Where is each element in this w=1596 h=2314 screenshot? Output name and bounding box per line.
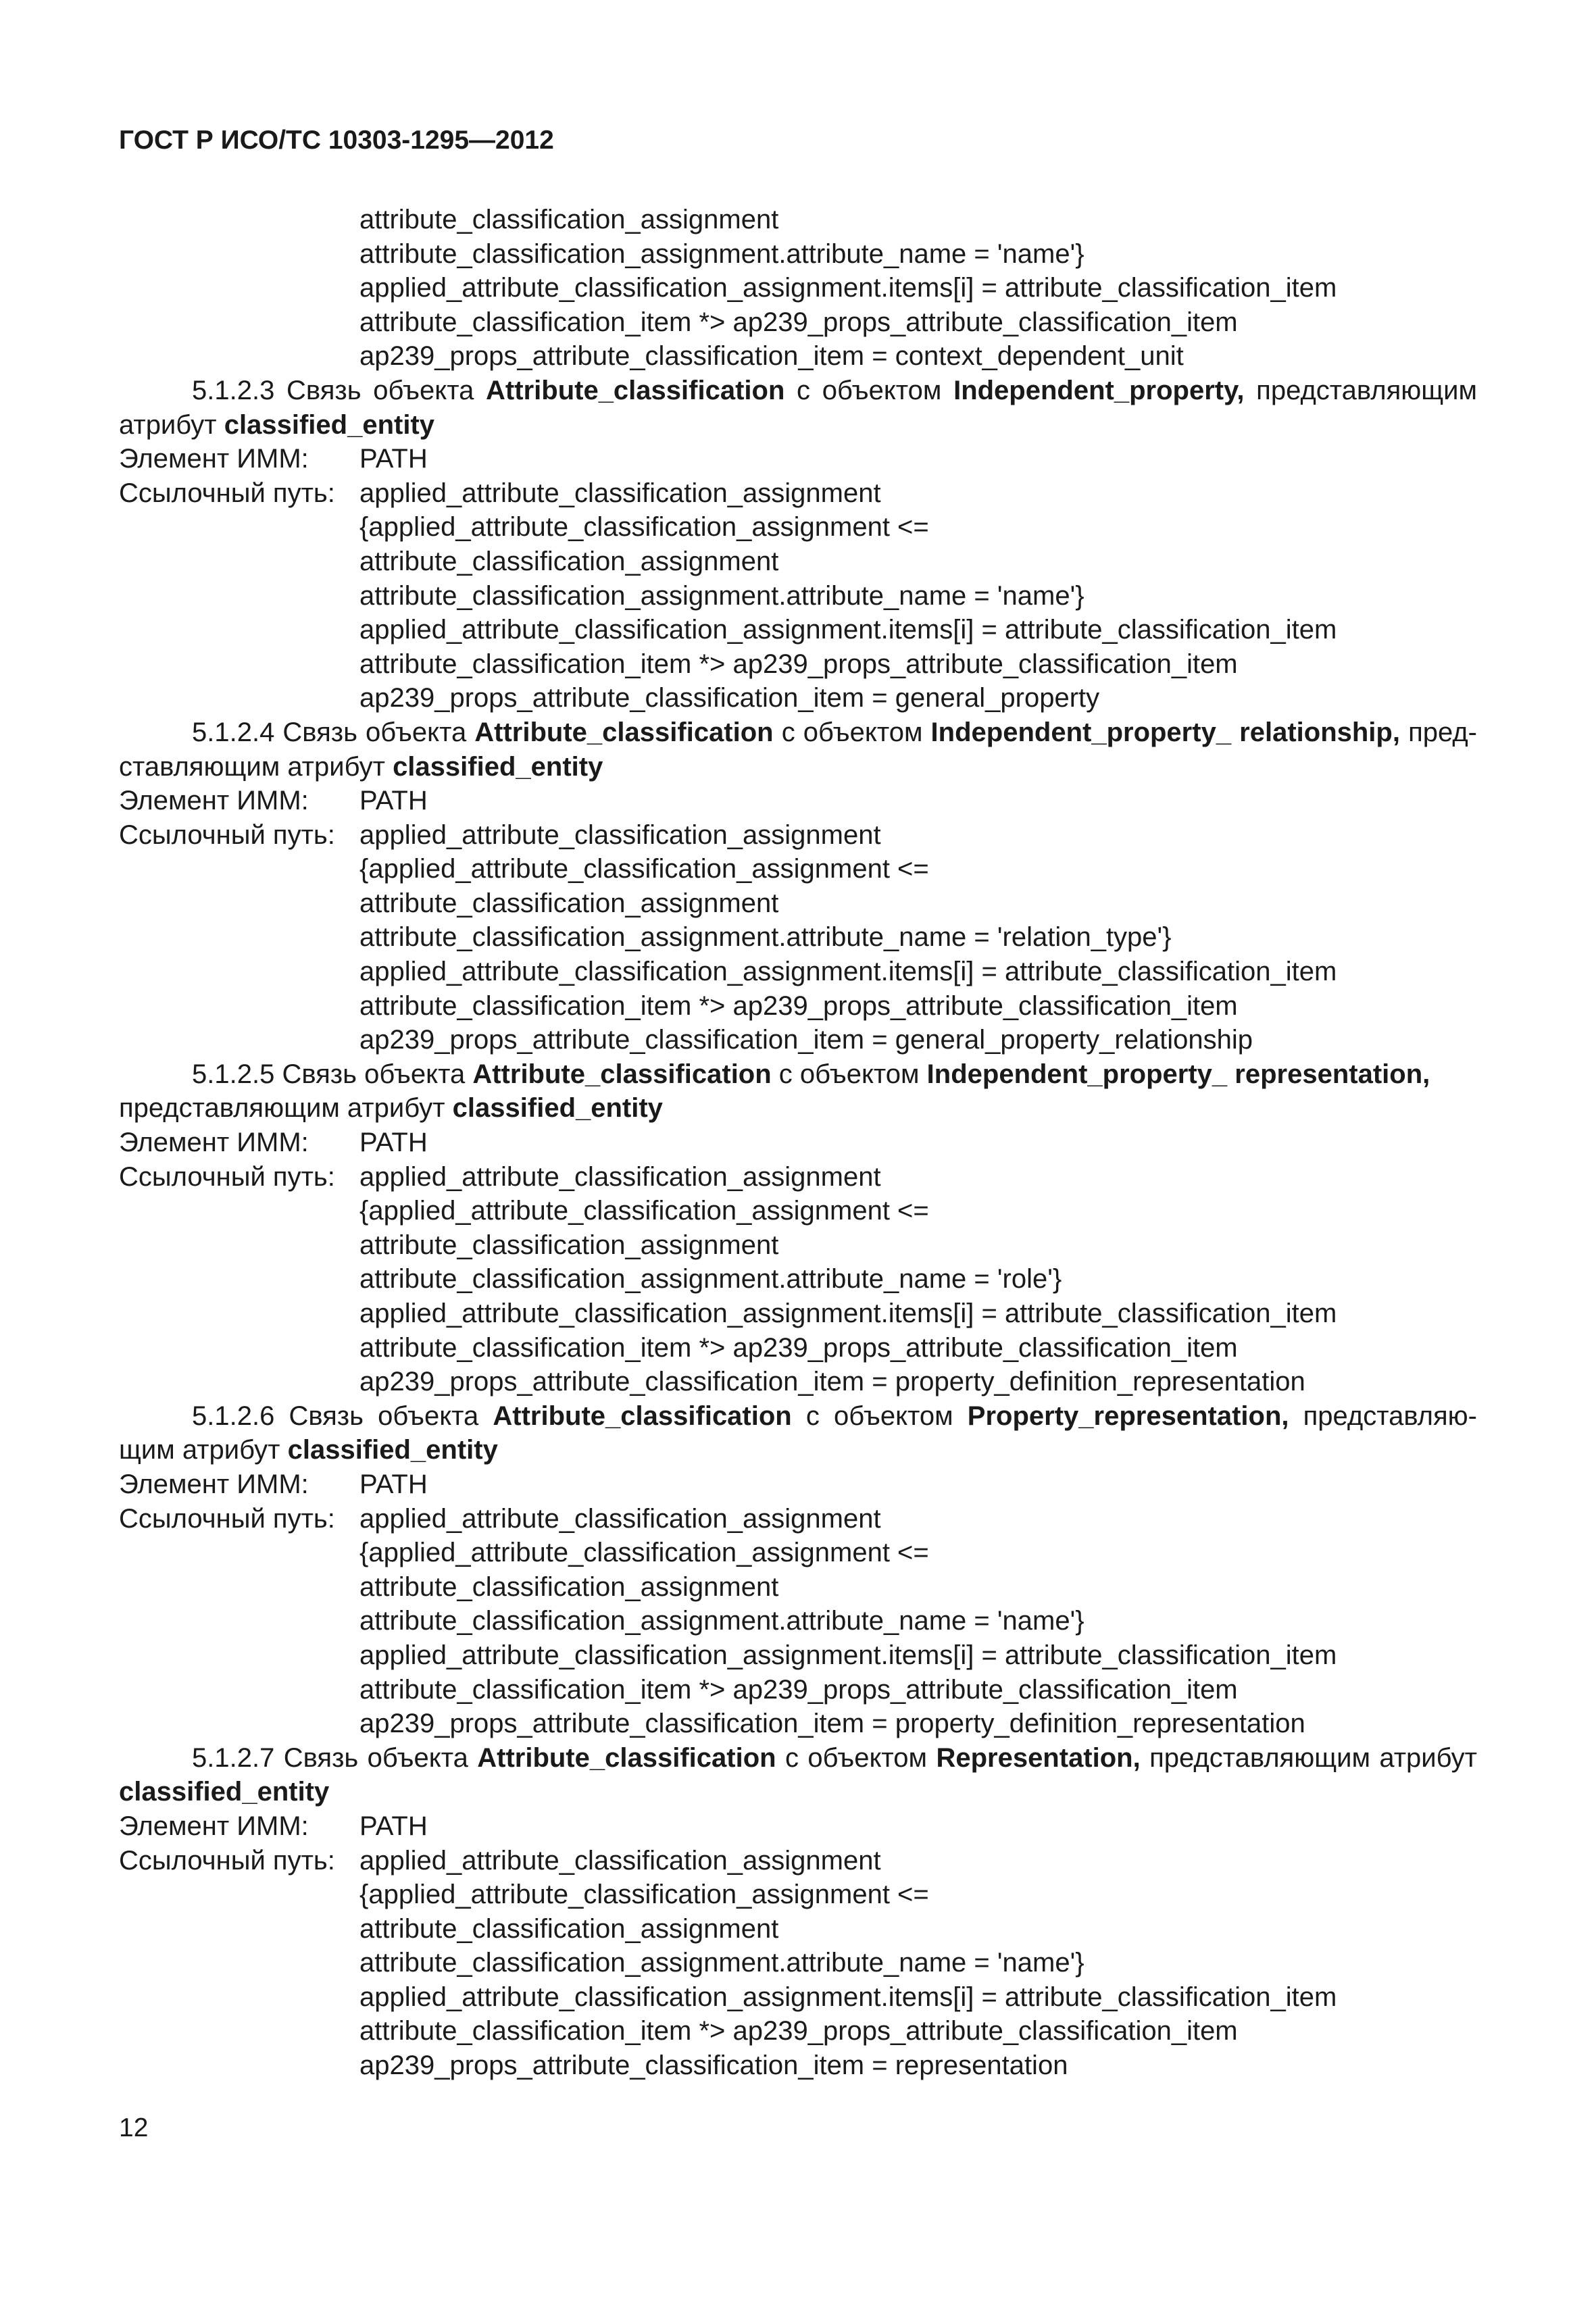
heading-tail: представляющим атрибут: [1140, 1742, 1477, 1773]
section-number-text: 5.1.2.4 Связь объекта: [192, 717, 475, 747]
path-line: attribute_classification_assignment: [359, 888, 779, 918]
heading-connector: с объектом: [791, 1401, 968, 1431]
section-5-1-2-3: [119, 374, 1477, 715]
element-value: PATH: [359, 1469, 428, 1499]
path-line: applied_attribute_classification_assignment: [359, 1845, 881, 1876]
target-entity-name: Independent_property_ representation,: [926, 1059, 1430, 1089]
heading-connector: с объектом: [776, 1742, 937, 1773]
path-line: attribute_classification_item *> ap239_props_attribute_classification_item: [359, 2016, 1238, 2046]
path-line: attribute_classification_item *> ap239_props_attribute_classification_item: [359, 307, 1238, 337]
path-line: attribute_classification_item *> ap239_props_attribute_classification_item: [359, 1332, 1238, 1363]
reference-path-label: Ссылочный путь:: [119, 478, 335, 508]
entity-name: Attribute_classification: [472, 1059, 772, 1089]
section-5-1-2-5: [119, 1057, 1477, 1399]
path-line: attribute_classification_assignment: [359, 1571, 779, 1602]
element-label: Элемент ИММ:: [119, 444, 309, 474]
element-label: Элемент ИММ:: [119, 786, 309, 816]
path-line: attribute_classification_assignment: [359, 546, 779, 576]
heading-connector: с объектом: [773, 717, 931, 747]
section-5-1-2-4: [119, 715, 1477, 1057]
element-row: [119, 784, 1477, 818]
reference-path-row: [119, 1844, 1477, 1878]
element-value: PATH: [359, 1811, 428, 1841]
path-line: applied_attribute_classification_assignment: [359, 478, 881, 508]
path-line: {applied_attribute_classification_assignment <=: [359, 512, 929, 543]
path-line: attribute_classification_assignment.attribute_name = 'relation_type'}: [359, 922, 1172, 953]
path-line: attribute_classification_assignment.attribute_name = 'name'}: [359, 1948, 1084, 1978]
section-number-text: 5.1.2.6 Связь объекта: [192, 1401, 493, 1431]
element-label: Элемент ИММ:: [119, 1811, 309, 1841]
path-line: ap239_props_attribute_classification_item = property_definition_representation: [359, 1367, 1305, 1397]
target-entity-name: Independent_property_ relationship,: [930, 717, 1400, 747]
section-number-text: 5.1.2.5 Связь объекта: [192, 1059, 473, 1089]
entity-name: Attribute_classification: [486, 375, 785, 405]
path-line: applied_attribute_classification_assignment: [359, 1503, 881, 1534]
path-line: attribute_classification_assignment.attribute_name = 'name'}: [359, 580, 1084, 611]
section-heading-continuation: [119, 408, 1477, 443]
reference-path-row: [119, 476, 1477, 511]
path-line: applied_attribute_classification_assignment: [359, 820, 881, 850]
path-line: applied_attribute_classification_assignment.items[i] = attribute_classification_item: [359, 1299, 1337, 1328]
path-line: attribute_classification_assignment.attribute_name = 'name'}: [359, 238, 1084, 269]
entity-name: Attribute_classification: [474, 717, 774, 747]
element-label: Элемент ИММ:: [119, 1469, 309, 1499]
heading-continuation-text: атрибут: [119, 409, 224, 440]
entity-name: Attribute_classification: [477, 1742, 776, 1773]
path-line: {applied_attribute_classification_assignment <=: [359, 854, 929, 884]
path-line: attribute_classification_assignment: [359, 205, 779, 234]
section-heading-line: [119, 1399, 1477, 1434]
heading-connector: с объектом: [771, 1059, 927, 1089]
element-value: PATH: [359, 786, 428, 816]
path-line: applied_attribute_classification_assignment.items[i] = attribute_classification_item: [359, 615, 1337, 645]
heading-tail: пред-: [1399, 717, 1477, 747]
heading-tail: представляю-: [1289, 1401, 1478, 1431]
path-line: attribute_classification_assignment: [359, 1913, 779, 1944]
heading-continuation-text: щим атрибут: [119, 1435, 288, 1465]
path-line: ap239_props_attribute_classification_item = general_property: [359, 683, 1100, 713]
element-value: PATH: [359, 1128, 428, 1158]
reference-path-label: Ссылочный путь:: [119, 1503, 335, 1534]
heading-continuation-text: ставляющим атрибут: [119, 751, 393, 782]
section-heading-continuation: [119, 1433, 1477, 1467]
element-row: [119, 1467, 1477, 1502]
path-line: attribute_classification_assignment.attribute_name = 'name'}: [359, 1606, 1084, 1636]
path-line: attribute_classification_item *> ap239_props_attribute_classification_item: [359, 990, 1238, 1021]
path-line: ap239_props_attribute_classification_item = context_dependent_unit: [359, 341, 1184, 372]
reference-path-row: [119, 818, 1477, 853]
element-row: [119, 442, 1477, 476]
reference-path-row: [119, 1502, 1477, 1536]
attribute-name: classified_entity: [119, 1777, 330, 1807]
attribute-name: classified_entity: [452, 1093, 663, 1124]
path-line: attribute_classification_item *> ap239_props_attribute_classification_item: [359, 649, 1238, 679]
heading-tail: представляющим: [1244, 375, 1477, 405]
path-line: {applied_attribute_classification_assignment <=: [359, 1538, 929, 1568]
reference-path-label: Ссылочный путь:: [119, 1161, 335, 1192]
element-row: [119, 1126, 1477, 1160]
path-line: ap239_props_attribute_classification_item = general_property_relationship: [359, 1025, 1253, 1055]
element-value: PATH: [359, 444, 428, 474]
element-row: [119, 1809, 1477, 1844]
intro-path-block: [119, 203, 1477, 374]
attribute-name: classified_entity: [287, 1435, 498, 1465]
heading-continuation-text: представляющим атрибут: [119, 1093, 453, 1124]
section-number-text: 5.1.2.7 Связь объекта: [192, 1742, 478, 1773]
target-entity-name: Representation,: [936, 1742, 1141, 1773]
path-line: applied_attribute_classification_assignment: [359, 1161, 881, 1192]
element-label: Элемент ИММ:: [119, 1128, 309, 1158]
reference-path-row: [119, 1160, 1477, 1194]
entity-name: Attribute_classification: [493, 1401, 792, 1431]
path-line: applied_attribute_classification_assignment.items[i] = attribute_classification_item: [359, 957, 1337, 987]
path-line: applied_attribute_classification_assignment.items[i] = attribute_classification_item: [359, 1982, 1337, 2012]
attribute-name: classified_entity: [393, 751, 603, 782]
attribute-name: classified_entity: [224, 409, 434, 440]
page-number: 12: [119, 2113, 149, 2142]
section-5-1-2-6: [119, 1399, 1477, 1741]
section-heading-continuation: [119, 1091, 1477, 1126]
path-line: applied_attribute_classification_assignment.items[i] = attribute_classification_item: [359, 1640, 1337, 1670]
section-heading-line: [119, 374, 1477, 408]
section-number-text: 5.1.2.3 Связь объекта: [192, 375, 487, 405]
section-heading-line: [119, 715, 1477, 750]
path-line: attribute_classification_assignment: [359, 1230, 779, 1260]
path-line: attribute_classification_item *> ap239_props_attribute_classification_item: [359, 1674, 1238, 1705]
reference-path-label: Ссылочный путь:: [119, 820, 335, 850]
document-body: [119, 203, 1477, 2083]
section-5-1-2-7: [119, 1741, 1477, 2083]
path-line: {applied_attribute_classification_assignment <=: [359, 1196, 929, 1226]
target-entity-name: Independent_property,: [953, 375, 1245, 405]
section-heading-continuation: [119, 1775, 1477, 1809]
target-entity-name: Property_representation,: [967, 1401, 1289, 1431]
path-line: ap239_props_attribute_classification_item = representation: [359, 2051, 1068, 2081]
reference-path-label: Ссылочный путь:: [119, 1845, 335, 1876]
section-heading-continuation: [119, 750, 1477, 784]
heading-connector: с объектом: [784, 375, 954, 405]
path-line: attribute_classification_assignment.attribute_name = 'role'}: [359, 1264, 1062, 1294]
standard-header: ГОСТ Р ИСО/ТС 10303-1295—2012: [119, 126, 554, 155]
path-line: applied_attribute_classification_assignment.items[i] = attribute_classification_item: [359, 273, 1337, 303]
path-line: {applied_attribute_classification_assignment <=: [359, 1880, 929, 1910]
section-heading-line: [119, 1057, 1477, 1092]
path-line: ap239_props_attribute_classification_item = property_definition_representation: [359, 1709, 1305, 1739]
section-heading-line: [119, 1741, 1477, 1776]
